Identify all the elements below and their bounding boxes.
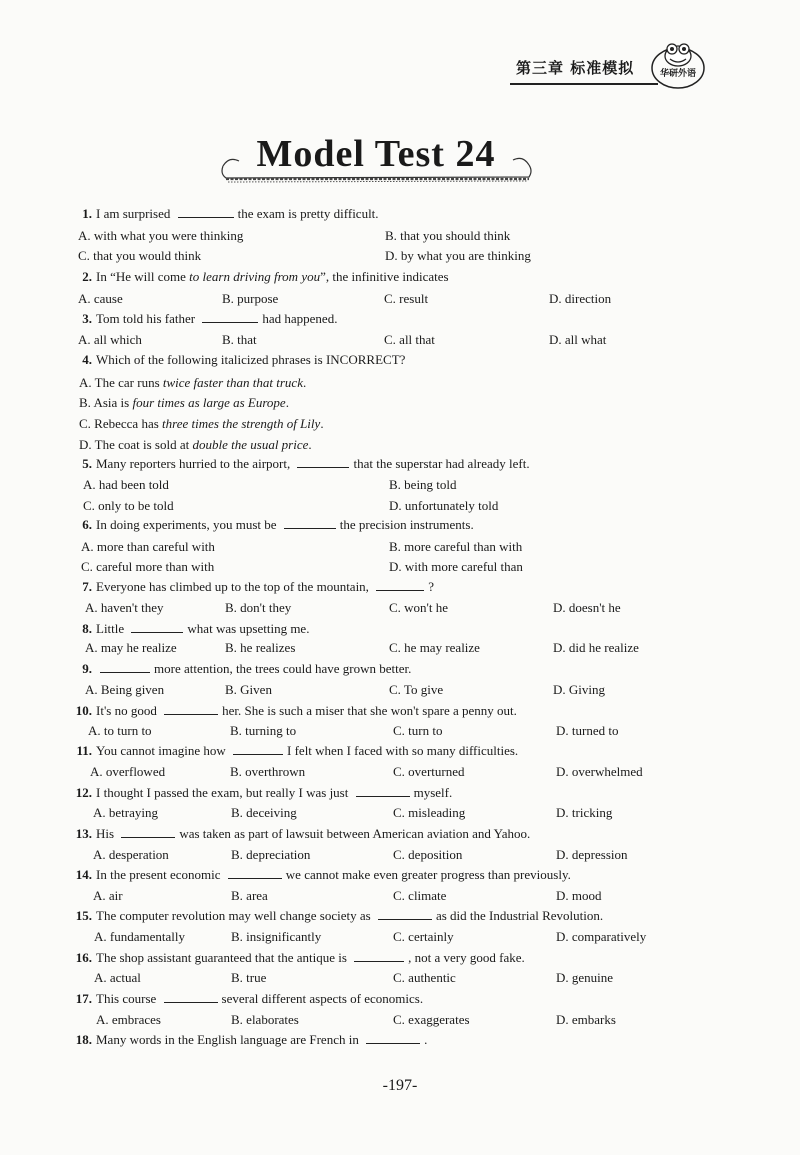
- answer-option: C. misleading: [393, 805, 466, 820]
- stem-text-before: Little: [96, 621, 125, 636]
- answer-option: A. more than careful with: [81, 539, 215, 554]
- answer-option: C. To give: [389, 682, 444, 697]
- option-text-after: .: [308, 437, 312, 452]
- question-stem: [50, 515, 720, 535]
- answer-option: D. embarks: [556, 1012, 616, 1027]
- title-banner: [217, 124, 535, 190]
- answer-option: B. overthrown: [230, 764, 306, 779]
- question-stem: [50, 204, 720, 224]
- stem-text-after: ?: [428, 579, 434, 594]
- answer-option: B. don't they: [225, 600, 292, 615]
- stem-text-before: You cannot imagine how: [96, 743, 226, 758]
- answer-option: B. more careful than with: [389, 539, 523, 554]
- question-number: 11.: [76, 743, 92, 758]
- stem-text-before: In “He will come: [96, 269, 186, 284]
- question-number: 8.: [82, 621, 92, 636]
- question-stem: [50, 948, 720, 968]
- answer-option: D. did he realize: [553, 640, 639, 655]
- stem-text-before: Many reporters hurried to the airport,: [96, 456, 291, 471]
- stem-text-before: In doing experiments, you must be: [96, 517, 277, 532]
- answer-option: B. insignificantly: [231, 929, 322, 944]
- answer-option: B. he realizes: [225, 640, 296, 655]
- answer-option: A. desperation: [93, 847, 169, 862]
- stem-text-before: This course: [96, 991, 157, 1006]
- question-number: 4.: [82, 352, 92, 367]
- answer-option: C. authentic: [393, 970, 456, 985]
- question-number: 16.: [75, 950, 92, 965]
- stem-text-after: myself.: [413, 785, 453, 800]
- answer-option: [79, 414, 324, 434]
- answer-option: D. comparatively: [556, 929, 647, 944]
- question-stem: [50, 989, 720, 1009]
- answer-option: D. doesn't he: [553, 600, 621, 615]
- question-stem: [50, 701, 720, 721]
- option-text-before: D. The coat is sold at: [79, 437, 190, 452]
- question-number: 17.: [75, 991, 92, 1006]
- chapter-title: 第三章 标准模拟: [516, 59, 635, 77]
- question-number: 10.: [75, 703, 92, 718]
- answer-blank: [378, 908, 432, 920]
- stem-text-before: In the present economic: [96, 867, 221, 882]
- stem-text-before: I thought I passed the exam, but really I was just: [96, 785, 349, 800]
- page-header: [500, 40, 712, 90]
- answer-blank: [376, 579, 424, 591]
- stem-text-after: that the superstar had already left.: [353, 456, 530, 471]
- logo-text: 华研外语: [659, 69, 696, 79]
- answer-option: B. Given: [225, 682, 272, 697]
- stem-text-before: The computer revolution may well change society as: [96, 908, 371, 923]
- answer-blank: [202, 311, 258, 323]
- stem-text-after: was taken as part of lawsuit between American aviation and Yahoo.: [179, 826, 531, 841]
- answer-option: B. turning to: [230, 723, 297, 738]
- question-stem: [50, 824, 720, 844]
- option-text-before: B. Asia is: [79, 395, 130, 410]
- answer-option: B. being told: [389, 477, 457, 492]
- stem-text-after: as did the Industrial Revolution.: [435, 908, 604, 923]
- answer-blank: [164, 703, 218, 715]
- answer-option: A. overflowed: [90, 764, 166, 779]
- stem-text-after: more attention, the trees could have grown better.: [154, 661, 412, 676]
- question-number: 12.: [75, 785, 92, 800]
- question-stem: [50, 577, 720, 597]
- stem-text-before: The shop assistant guaranteed that the antique is: [96, 950, 347, 965]
- option-text-after: .: [302, 375, 307, 390]
- answer-option: C. certainly: [393, 929, 454, 944]
- answer-option: C. climate: [393, 888, 447, 903]
- question-stem: [50, 906, 720, 926]
- question-number: 9.: [82, 661, 92, 676]
- question-stem: [50, 350, 720, 370]
- question-stem: [50, 619, 720, 639]
- question-number: 2.: [82, 269, 92, 284]
- header-rule: [510, 83, 658, 85]
- answer-option: A. fundamentally: [94, 929, 185, 944]
- answer-option: D. mood: [556, 888, 602, 903]
- answer-option: D. Giving: [553, 682, 605, 697]
- question-stem: [50, 659, 720, 679]
- option-italic-phrase: three times the strength of Lily: [162, 416, 321, 431]
- answer-option: A. embraces: [96, 1012, 161, 1027]
- stem-text-after: the exam is pretty difficult.: [237, 206, 379, 221]
- stem-text-before: I am surprised: [96, 206, 171, 221]
- answer-option: [79, 435, 312, 455]
- answer-option: A. haven't they: [85, 600, 164, 615]
- answer-option: D. tricking: [556, 805, 613, 820]
- answer-option: C. all that: [384, 332, 435, 347]
- stem-text-after: , not a very good fake.: [408, 950, 525, 965]
- answer-option: B. area: [231, 888, 268, 903]
- option-text-before: C. Rebecca has: [79, 416, 159, 431]
- answer-blank: [131, 621, 183, 633]
- question-number: 18.: [75, 1032, 92, 1047]
- option-text-before: A. The car runs: [79, 375, 160, 390]
- answer-option: B. elaborates: [231, 1012, 299, 1027]
- answer-option: C. won't he: [389, 600, 449, 615]
- option-text-after: .: [285, 395, 289, 410]
- answer-option: B. that: [222, 332, 257, 347]
- answer-option: D. genuine: [556, 970, 614, 985]
- answer-option: D. turned to: [556, 723, 619, 738]
- stem-text-before: Many words in the English language are French in: [96, 1032, 359, 1047]
- question-number: 3.: [82, 311, 92, 326]
- stem-text-after: we cannot make even greater progress than previously.: [285, 867, 571, 882]
- question-number: 13.: [75, 826, 92, 841]
- question-number: 15.: [75, 908, 92, 923]
- stem-text-before: His: [96, 826, 115, 841]
- question-stem: [50, 267, 720, 287]
- answer-option: A. all which: [78, 332, 142, 347]
- stem-text-before: Everyone has climbed up to the top of the mountain,: [96, 579, 369, 594]
- stem-text-after: what was upsetting me.: [187, 621, 310, 636]
- answer-blank: [233, 743, 283, 755]
- answer-option: C. turn to: [393, 723, 443, 738]
- question-stem: [50, 309, 720, 329]
- answer-option: B. that you should think: [385, 228, 511, 243]
- answer-option: A. cause: [78, 291, 123, 306]
- answer-option: [79, 393, 289, 413]
- publisher-logo: [648, 40, 708, 90]
- answer-option: B. purpose: [222, 291, 279, 306]
- answer-option: D. overwhelmed: [556, 764, 643, 779]
- answer-blank: [354, 950, 404, 962]
- answer-option: C. only to be told: [83, 498, 174, 513]
- question-stem: [50, 1030, 720, 1050]
- stem-text-after: I felt when I faced with so many difficulties.: [287, 743, 519, 758]
- answer-option: D. unfortunately told: [389, 498, 499, 513]
- question-number: 6.: [82, 517, 92, 532]
- option-italic-phrase: double the usual price: [192, 437, 309, 452]
- answer-blank: [100, 661, 150, 673]
- answer-blank: [356, 785, 410, 797]
- answer-option: C. he may realize: [389, 640, 480, 655]
- question-stem: [50, 783, 720, 803]
- stem-text-after: .: [424, 1032, 428, 1047]
- question-stem: [50, 454, 720, 474]
- answer-option: D. with more careful than: [389, 559, 523, 574]
- stem-text-before: Tom told his father: [96, 311, 196, 326]
- question-stem: [50, 741, 720, 761]
- answer-option: B. true: [231, 970, 267, 985]
- answer-option: C. exaggerates: [393, 1012, 470, 1027]
- answer-blank: [297, 456, 349, 468]
- answer-blank: [178, 206, 234, 218]
- answer-blank: [284, 517, 336, 529]
- stem-text-before: It's no good: [96, 703, 157, 718]
- answer-blank: [228, 867, 282, 879]
- answer-option: A. had been told: [83, 477, 169, 492]
- question-stem: [50, 865, 720, 885]
- question-number: 14.: [75, 867, 92, 882]
- stem-text-after: had happened.: [262, 311, 338, 326]
- answer-option: D. direction: [549, 291, 612, 306]
- answer-option: D. all what: [549, 332, 607, 347]
- option-text-after: .: [320, 416, 324, 431]
- question-number: 1.: [82, 206, 92, 221]
- answer-option: C. that you would think: [78, 248, 202, 263]
- answer-option: B. deceiving: [231, 805, 297, 820]
- answer-option: A. air: [93, 888, 123, 903]
- test-title: Model Test 24: [256, 133, 496, 175]
- stem-text-after: ”, the infinitive indicates: [320, 269, 449, 284]
- stem-text-after: several different aspects of economics.: [221, 991, 424, 1006]
- answer-option: C. result: [384, 291, 429, 306]
- option-italic-phrase: twice faster than that truck: [162, 375, 303, 390]
- answer-blank: [164, 991, 218, 1003]
- stem-text-before: Which of the following italicized phrases is INCORRECT?: [96, 352, 406, 367]
- answer-option: A. with what you were thinking: [78, 228, 244, 243]
- answer-option: [79, 373, 306, 393]
- answer-option: A. to turn to: [88, 723, 152, 738]
- answer-option: A. betraying: [93, 805, 158, 820]
- answer-option: D. by what you are thinking: [385, 248, 531, 263]
- answer-blank: [366, 1032, 420, 1044]
- stem-text-after: her. She is such a miser that she won't spare a penny out.: [222, 703, 517, 718]
- answer-option: C. deposition: [393, 847, 463, 862]
- page-number: -197-: [382, 1077, 418, 1094]
- answer-option: A. may he realize: [85, 640, 177, 655]
- answer-option: A. actual: [94, 970, 141, 985]
- answer-option: B. depreciation: [231, 847, 311, 862]
- answer-option: D. depression: [556, 847, 628, 862]
- frog-mascot-icon: [648, 40, 708, 90]
- answer-option: C. overturned: [393, 764, 465, 779]
- stem-italic-text: to learn driving from you: [189, 269, 321, 284]
- stem-text-after: the precision instruments.: [339, 517, 474, 532]
- answer-blank: [121, 826, 175, 838]
- question-number: 7.: [82, 579, 92, 594]
- question-number: 5.: [82, 456, 92, 471]
- answer-option: C. careful more than with: [81, 559, 215, 574]
- option-italic-phrase: four times as large as Europe: [132, 395, 286, 410]
- answer-option: A. Being given: [85, 682, 165, 697]
